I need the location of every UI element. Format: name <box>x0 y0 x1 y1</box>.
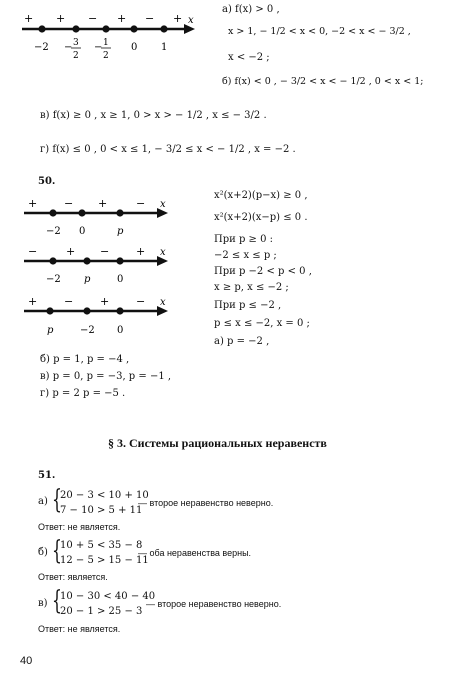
brace-icon: { <box>52 586 62 616</box>
brace-icon: { <box>52 536 62 566</box>
ex51-b-answer: Ответ: является. <box>38 572 108 582</box>
ex51-b-row2: 12 − 5 > 15 − 11 <box>60 555 149 566</box>
svg-text:0: 0 <box>117 274 124 285</box>
sign-1: + <box>24 12 34 25</box>
point-dot <box>38 25 45 32</box>
ex51-v-answer: Ответ: не является. <box>38 624 121 634</box>
ex51-b-label: б) <box>38 547 48 558</box>
ex49-a-line1: а) f(x) > 0 , <box>222 4 280 15</box>
ex50-right-4: −2 ≤ x ≤ p ; <box>214 250 277 261</box>
svg-text:3: 3 <box>73 38 79 48</box>
ex50-right-2: x²(x+2)(x−p) ≤ 0 . <box>214 212 308 223</box>
ex51-number: 51. <box>38 470 56 481</box>
ex49-g-line: г) f(x) ≤ 0 , 0 < x ≤ 1, − 3/2 ≤ x < − 1/2 , x = −2 . <box>40 144 296 155</box>
ex50-line-3 <box>24 295 168 336</box>
brace-icon: { <box>52 485 62 515</box>
ex50-line-2 <box>24 245 168 285</box>
ex50-right-5: При p −2 < p < 0 , <box>214 266 312 277</box>
ex50-bottom-1: б) p = 1, p = −4 , <box>40 354 130 365</box>
point-dot <box>102 25 109 32</box>
ex51-a-row1: 20 − 3 < 10 + 10 <box>60 490 149 501</box>
svg-text:+: + <box>136 245 146 258</box>
ex51-a-comment: — второе неравенство неверно. <box>138 498 274 508</box>
svg-text:+: + <box>28 197 38 210</box>
svg-text:p: p <box>47 325 54 336</box>
ex49-v-line: в) f(x) ≥ 0 , x ≥ 1, 0 > x > − 1/2 , x ≤ − 3/2 . <box>40 110 267 121</box>
svg-text:−: − <box>64 42 73 53</box>
section-title: § 3. Системы рациональных неравенств <box>108 436 327 450</box>
ex50-number-lines <box>20 196 175 346</box>
point-label: −2 <box>34 42 49 53</box>
svg-text:x: x <box>160 199 166 210</box>
point-dot <box>72 25 79 32</box>
svg-text:−2: −2 <box>46 226 61 237</box>
svg-text:−: − <box>64 197 74 210</box>
ex49-a-line3: x < −2 ; <box>228 52 270 63</box>
ex50-right-9: а) p = −2 , <box>214 336 270 347</box>
ex50-number: 50. <box>38 176 56 187</box>
svg-text:−: − <box>28 245 38 258</box>
ex51-b-row1: 10 + 5 < 35 − 8 <box>60 540 143 551</box>
ex50-right-3: При p ≥ 0 : <box>214 234 274 245</box>
sign-2: + <box>56 12 66 25</box>
ex51-a-row2: 7 − 10 > 5 + 11 <box>60 505 143 516</box>
x-label: x <box>188 15 194 26</box>
svg-text:+: + <box>66 245 76 258</box>
point-dot <box>160 25 167 32</box>
point-label-frac <box>94 38 111 61</box>
ex51-a-label: а) <box>38 496 48 507</box>
svg-text:−: − <box>100 245 110 258</box>
sign-5: − <box>145 12 155 25</box>
svg-text:−2: −2 <box>46 274 61 285</box>
svg-text:x: x <box>160 297 166 308</box>
svg-text:+: + <box>100 295 110 308</box>
ex50-line-1 <box>24 197 168 237</box>
svg-text:p: p <box>84 274 91 285</box>
svg-text:1: 1 <box>103 38 109 48</box>
page-number: 40 <box>20 655 33 667</box>
top-number-line <box>18 10 198 72</box>
svg-text:x: x <box>160 247 166 258</box>
svg-text:2: 2 <box>73 51 79 61</box>
svg-text:−: − <box>64 295 74 308</box>
ex50-right-6: x ≥ p, x ≤ −2 ; <box>214 282 289 293</box>
svg-text:−2: −2 <box>80 325 95 336</box>
ex51-v-row1: 10 − 30 < 40 − 40 <box>60 591 156 602</box>
svg-text:+: + <box>98 197 108 210</box>
sign-6: + <box>173 12 183 25</box>
svg-text:0: 0 <box>117 325 124 336</box>
ex51-v-label: в) <box>38 598 48 609</box>
ex50-right-1: x²(x+2)(p−x) ≥ 0 , <box>214 190 308 201</box>
ex49-a-line2: x > 1, − 1/2 < x < 0, −2 < x < − 3/2 , <box>228 26 411 37</box>
ex51-a-answer: Ответ: не является. <box>38 522 121 532</box>
ex49-b-line: б) f(x) < 0 , − 3/2 < x < − 1/2 , 0 < x < 1; <box>222 76 424 87</box>
svg-text:−: − <box>94 42 103 53</box>
svg-text:2: 2 <box>103 51 109 61</box>
ex50-right-7: При p ≤ −2 , <box>214 300 282 311</box>
sign-4: + <box>117 12 127 25</box>
point-dot <box>130 25 137 32</box>
point-label: 0 <box>131 42 138 53</box>
point-label-frac <box>64 38 81 61</box>
svg-text:−: − <box>136 197 146 210</box>
ex51-b-comment: — оба неравенства верны. <box>138 548 252 558</box>
svg-text:0: 0 <box>79 226 86 237</box>
svg-text:−: − <box>136 295 146 308</box>
svg-text:p: p <box>117 226 124 237</box>
point-label: 1 <box>161 42 168 53</box>
ex51-v-comment: — второе неравенство неверно. <box>146 599 282 609</box>
sign-3: − <box>88 12 98 25</box>
ex50-bottom-3: г) p = 2 p = −5 . <box>40 388 126 399</box>
ex51-v-row2: 20 − 1 > 25 − 3 <box>60 606 143 617</box>
ex50-bottom-2: в) p = 0, p = −3, p = −1 , <box>40 371 172 382</box>
ex50-right-8: p ≤ x ≤ −2, x = 0 ; <box>214 318 310 329</box>
svg-text:+: + <box>28 295 38 308</box>
